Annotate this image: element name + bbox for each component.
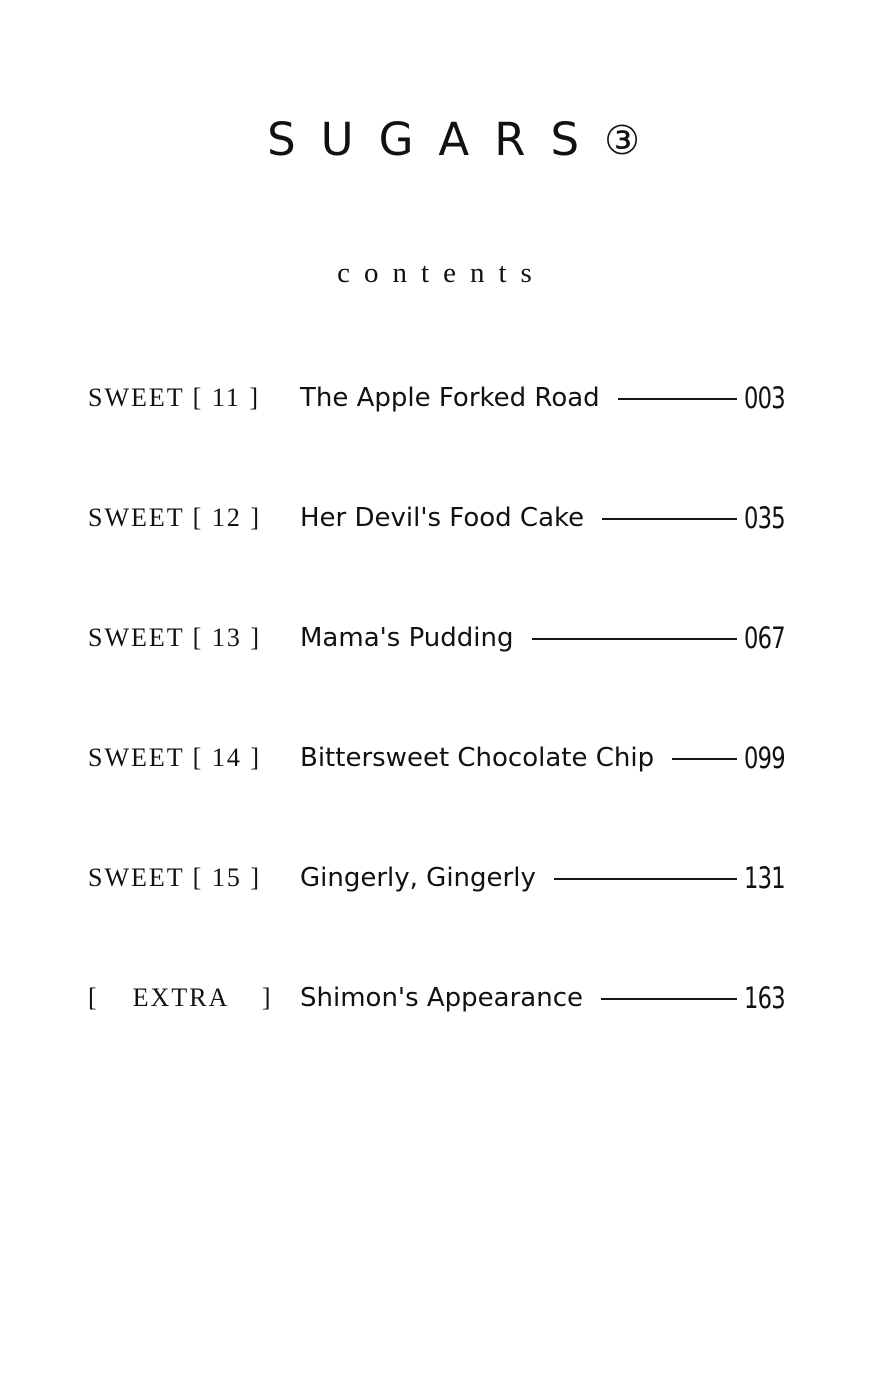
leader-line (601, 998, 737, 1000)
page-number: 163 (744, 981, 785, 1015)
page-number: 099 (744, 741, 785, 775)
chapter-label: SWEET [ 15 ] (88, 863, 261, 892)
toc-row (88, 741, 790, 775)
chapter-label: SWEET [ 13 ] (88, 623, 261, 652)
book-title-row (0, 112, 869, 179)
leader-line (532, 638, 738, 640)
chapter-label: SWEET [ 12 ] (88, 503, 261, 532)
page-number: 131 (744, 861, 785, 895)
leader-line (672, 758, 737, 760)
volume-number-symbol: ③ (604, 118, 640, 164)
toc-row (88, 381, 790, 415)
leader-line (554, 878, 737, 880)
contents-heading: contents (337, 257, 546, 289)
page-number: 003 (744, 381, 785, 415)
toc-row (88, 861, 790, 895)
chapter-title: Mama's Pudding (300, 623, 514, 653)
chapter-title: The Apple Forked Road (300, 383, 600, 413)
leader-line (602, 518, 737, 520)
chapter-label: [ EXTRA ] (88, 983, 273, 1012)
table-of-contents (0, 381, 869, 1015)
chapter-label: SWEET [ 11 ] (88, 383, 261, 412)
chapter-title: Shimon's Appearance (300, 983, 583, 1013)
page-number: 067 (744, 621, 785, 655)
book-title: SUGARS (267, 113, 605, 166)
leader-line (618, 398, 737, 400)
toc-row (88, 621, 790, 655)
toc-row (88, 501, 790, 535)
chapter-title: Her Devil's Food Cake (300, 503, 585, 533)
chapter-title: Gingerly, Gingerly (300, 863, 536, 893)
chapter-title: Bittersweet Chocolate Chip (300, 743, 655, 773)
chapter-label: SWEET [ 14 ] (88, 743, 261, 772)
toc-row (88, 981, 790, 1015)
page-number: 035 (744, 501, 785, 535)
